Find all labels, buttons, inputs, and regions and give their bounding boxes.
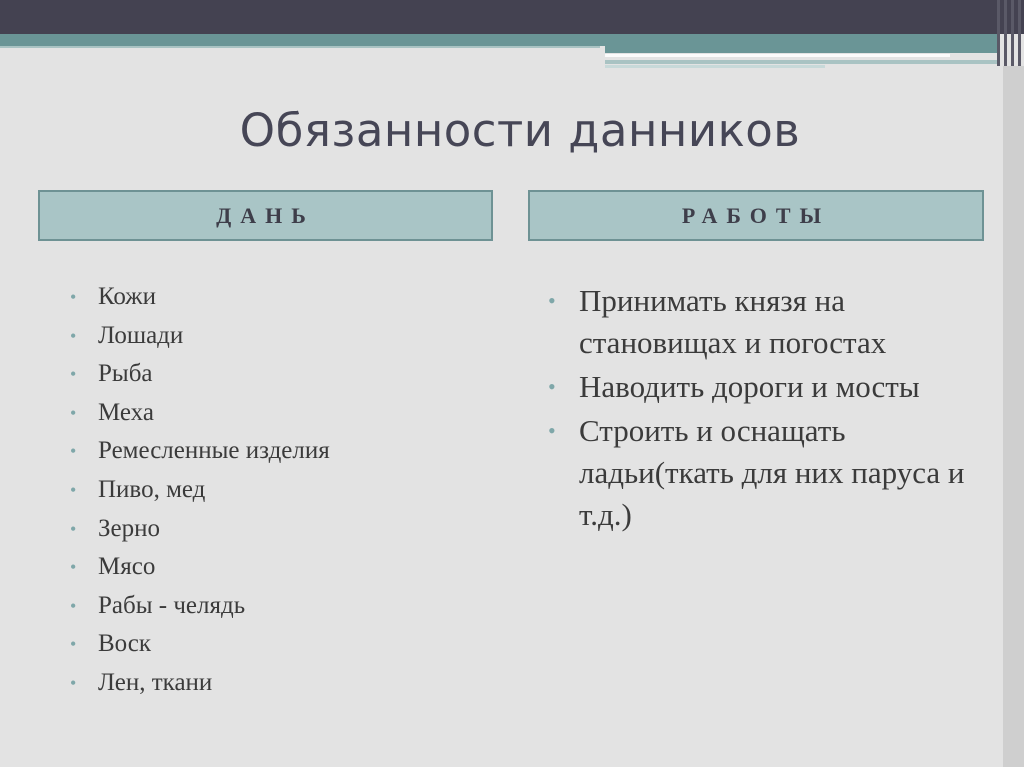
bullet-icon: • [70, 479, 77, 500]
accent-line-light [605, 60, 1000, 64]
list-item-text: Воск [98, 630, 152, 658]
bullet-icon: • [70, 441, 77, 462]
bullet-icon: • [70, 518, 77, 539]
list-item [70, 510, 330, 549]
list-item-text: Зерно [98, 514, 160, 542]
list-item [70, 548, 330, 587]
list-item [70, 432, 330, 471]
bullet-icon: • [70, 557, 77, 578]
tribute-list [70, 278, 330, 703]
corner-stripe [1011, 0, 1014, 66]
list-item [548, 280, 988, 364]
corner-stripe [997, 0, 1000, 66]
accent-band [0, 34, 1000, 46]
bullet-icon: • [70, 325, 77, 346]
accent-line-pale [605, 65, 825, 68]
corner-stripe [1004, 0, 1007, 66]
accent-line-white [605, 54, 950, 57]
list-item-text: Меха [98, 398, 154, 426]
list-item-text: Ремесленные изделия [98, 437, 330, 465]
bullet-icon: • [70, 402, 77, 423]
bullet-icon: • [70, 634, 77, 655]
list-item-text: Рабы - челядь [98, 591, 246, 619]
list-item-text: Лошади [98, 321, 184, 349]
column-header-label: ДАНЬ [216, 202, 315, 228]
list-item-text: Принимать князя на становищах и погостах [579, 283, 887, 360]
list-item [548, 410, 988, 536]
list-item-text: Кожи [98, 283, 156, 310]
list-item [548, 366, 988, 408]
list-item-text: Мясо [98, 553, 156, 581]
list-item [70, 278, 330, 317]
column-header-label: РАБОТЫ [681, 202, 831, 228]
bullet-icon: • [70, 364, 77, 385]
list-item-text: Лен, ткани [98, 668, 213, 696]
slide-title: Обязанности данников [239, 104, 801, 157]
bullet-icon: • [70, 672, 77, 693]
column-header-works [528, 190, 984, 241]
side-shadow [1003, 66, 1024, 767]
bullet-icon: • [548, 288, 556, 313]
top-band [0, 0, 1024, 34]
bullet-icon: • [70, 287, 77, 307]
works-list [548, 280, 988, 538]
list-item-text: Рыба [98, 360, 153, 388]
bullet-icon: • [548, 418, 556, 443]
accent-line [0, 46, 600, 48]
list-item [70, 625, 330, 664]
list-item [70, 471, 330, 510]
bullet-icon: • [548, 374, 556, 399]
list-item-text: Пиво, мед [98, 475, 206, 503]
list-item [70, 664, 330, 703]
bullet-icon: • [70, 595, 77, 616]
column-header-tribute [38, 190, 493, 241]
list-item-text: Наводить дороги и мосты [579, 369, 920, 404]
list-item [70, 355, 330, 394]
accent-step [605, 46, 1000, 53]
list-item [70, 394, 330, 433]
list-item [70, 587, 330, 626]
corner-stripe [1018, 0, 1021, 66]
list-item-text: Строить и оснащать ладьи(ткать для них паруса и т.д.) [579, 413, 965, 532]
list-item [70, 317, 330, 356]
